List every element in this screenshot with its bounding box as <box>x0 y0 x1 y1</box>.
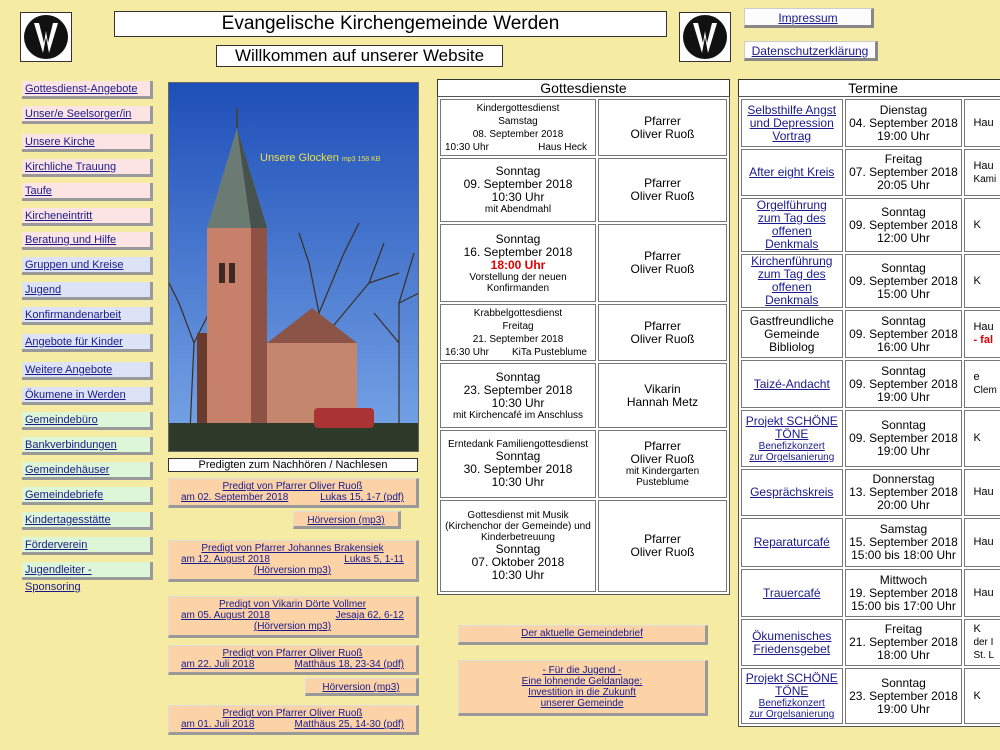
sidebar-item-17[interactable]: Gemeindebriefe <box>22 487 153 505</box>
pastor-name: Oliver Ruoß <box>630 452 695 466</box>
pastor-name: Oliver Ruoß <box>630 545 695 559</box>
datenschutz-link[interactable]: Datenschutzerklärung <box>744 41 878 61</box>
sidebar-item-6[interactable]: Kircheneintritt <box>22 208 153 226</box>
pastor-role: Pfarrer <box>644 532 681 546</box>
gottesdienste-heading: Gottesdienste <box>437 79 730 97</box>
termin-event: Gastfreundliche Gemeinde Bibliolog <box>749 313 834 354</box>
termin-place-cell <box>964 569 1000 617</box>
termin-event: Reparaturcafé <box>753 535 830 549</box>
pastor-role: Pfarrer <box>644 113 681 128</box>
pastor-name: Hannah Metz <box>626 394 699 409</box>
church-logo-left <box>20 12 72 62</box>
termin-place-alert: - fal <box>973 334 993 346</box>
termin-place-detail: Clem <box>973 385 997 396</box>
termin-event: Projekt SCHÖNE TÖNE <box>745 413 838 441</box>
termin-place-cell <box>964 469 1000 516</box>
termin-place: K <box>973 432 981 444</box>
termin-day: Sonntag <box>881 313 926 328</box>
termin-day: Dienstag <box>879 102 928 117</box>
termin-place: K <box>973 689 981 702</box>
termin-event: Taizé-Andacht <box>753 376 830 391</box>
service-day: Sonntag <box>495 542 541 556</box>
termin-place-detail: der I <box>973 637 994 648</box>
sidebar-item-16[interactable]: Gemeindehäuser <box>22 462 153 480</box>
sidebar-item-5[interactable]: Taufe <box>22 183 153 201</box>
sermon-link-4[interactable] <box>168 645 419 675</box>
termin-date-cell <box>845 569 963 617</box>
church-logo-icon <box>683 15 727 59</box>
termin-date: 09. September 2018 <box>849 326 958 341</box>
impressum-link[interactable]: Impressum <box>744 8 874 28</box>
sermon-title: Predigt von Pfarrer Oliver Ruoß <box>222 708 363 719</box>
church-logo-right <box>679 12 731 62</box>
termin-event-cell[interactable] <box>741 469 843 516</box>
termin-event: After eight Kreis <box>749 165 835 179</box>
jugend-line-1: - Für die Jugend - <box>542 665 622 676</box>
termin-place: Hau <box>973 321 994 333</box>
termin-date: 07. September 2018 <box>849 165 958 179</box>
sermon-ref: Lukas 5, 1-11 <box>344 554 404 565</box>
termin-time: 15:00 bis 17:00 Uhr <box>851 598 956 613</box>
termin-row <box>741 469 1000 516</box>
sermon-date: am 05. August 2018 <box>181 610 270 621</box>
service-row <box>440 99 727 156</box>
termin-time: 19:00 Uhr <box>877 389 930 404</box>
termin-time: 20:05 Uhr <box>877 178 930 192</box>
termin-time: 18:00 Uhr <box>877 648 930 662</box>
termin-place-cell <box>964 99 1000 147</box>
service-time: 16:30 Uhr <box>445 346 489 358</box>
termine-table <box>738 96 1000 727</box>
termin-day: Mittwoch <box>879 572 928 587</box>
termin-day: Sonntag <box>881 418 926 432</box>
service-place: KiTa Pusteblume <box>511 346 587 358</box>
pastor-role: Pfarrer <box>644 176 681 190</box>
termin-event: Ökumenisches Friedensgebet <box>752 628 832 656</box>
termin-event-cell[interactable] <box>741 254 843 308</box>
termin-place: K <box>973 274 981 287</box>
sermon-link-3[interactable] <box>168 596 419 638</box>
pastor-name: Oliver Ruoß <box>630 331 695 346</box>
pastor-role: Pfarrer <box>644 318 681 333</box>
termin-time: 19:00 Uhr <box>877 444 930 458</box>
service-day: Sonntag <box>495 449 541 463</box>
sermon-date: am 02. September 2018 <box>181 492 289 503</box>
sermons-heading: Predigten zum Nachhören / Nachlesen <box>168 458 418 472</box>
termin-event-cell[interactable] <box>741 360 843 408</box>
sermon-audio-4[interactable]: Hörversion (mp3) <box>305 678 419 696</box>
termin-day: Freitag <box>884 152 923 166</box>
sermon-audio: (Hörversion mp3) <box>253 565 332 576</box>
sermon-title: Predigt von Pfarrer Oliver Ruoß <box>222 648 363 659</box>
service-date: 07. Oktober 2018 <box>471 555 565 569</box>
termin-date: 23. September 2018 <box>849 688 958 703</box>
termin-date-cell <box>845 149 963 196</box>
termin-row <box>741 410 1000 467</box>
termin-date-cell <box>845 619 963 666</box>
termin-date-cell <box>845 198 963 252</box>
sidebar-item-3[interactable]: Unsere Kirche <box>22 134 153 152</box>
termin-row <box>741 569 1000 617</box>
termin-place: K <box>973 623 981 635</box>
service-title: Gottesdienst mit Musik (Kirchenchor der Gemeinde) und Kinderbetreuung <box>445 510 591 543</box>
termin-event-cell[interactable] <box>741 668 843 724</box>
termin-event-cell <box>741 310 843 358</box>
service-day: Sonntag <box>495 164 541 178</box>
termin-time: 16:00 Uhr <box>877 339 930 354</box>
termin-place-cell <box>964 668 1000 724</box>
sidebar-item-15[interactable]: Bankverbindungen <box>22 437 153 455</box>
jugend-investment-button[interactable] <box>458 660 708 716</box>
termin-place-cell <box>964 360 1000 408</box>
termin-date-cell <box>845 254 963 308</box>
service-row <box>440 363 727 428</box>
sidebar-item-9[interactable]: Jugend <box>22 282 153 300</box>
church-logo-icon <box>24 15 68 59</box>
pastor-name: Oliver Ruoß <box>630 262 695 276</box>
service-date: 23. September 2018 <box>463 382 573 397</box>
sermon-link-1[interactable] <box>168 478 419 508</box>
termin-place-cell <box>964 149 1000 196</box>
sermon-ref: Jesaja 62, 6-12 <box>335 610 404 621</box>
termin-event-cell[interactable] <box>741 518 843 567</box>
pastor-role: Pfarrer <box>644 249 681 263</box>
termin-time: 19:00 Uhr <box>877 701 930 716</box>
sermon-title: Predigt von Pfarrer Johannes Brakensiek <box>201 543 384 554</box>
termin-date: 13. September 2018 <box>849 485 958 499</box>
termin-date: 09. September 2018 <box>849 217 958 232</box>
jugend-line-4: unserer Gemeinde <box>540 698 624 709</box>
glocken-caption-size: mp3 158 KB <box>341 156 381 163</box>
service-date: 09. September 2018 <box>463 177 573 191</box>
sermon-title: Predigt von Vikarin Dörte Vollmer <box>218 599 367 610</box>
sermon-link-2[interactable] <box>168 540 419 582</box>
termin-place: Hau <box>973 536 994 548</box>
service-date: 21. September 2018 <box>472 333 564 345</box>
sermon-date: am 01. Juli 2018 <box>181 719 255 730</box>
pastor-name: Oliver Ruoß <box>630 126 695 141</box>
sermon-date: am 22. Juli 2018 <box>181 659 255 670</box>
service-row <box>440 304 727 361</box>
service-row <box>440 158 727 222</box>
termin-row <box>741 99 1000 147</box>
gottesdienste-table <box>437 96 730 595</box>
termin-event-note: Benefizkonzert <box>758 440 825 452</box>
service-title: Erntedank Familiengottesdienst <box>447 439 589 450</box>
service-row <box>440 224 727 302</box>
termin-place-cell <box>964 198 1000 252</box>
termin-date-cell <box>845 310 963 358</box>
termin-event-note: zur Orgelsanierung <box>749 709 835 720</box>
church-photo[interactable] <box>168 82 419 452</box>
termin-event: Gesprächskreis <box>750 485 834 499</box>
termin-event-note: zur Orgelsanierung <box>749 451 835 463</box>
termin-day: Sonntag <box>881 363 926 378</box>
termin-date-cell <box>845 668 963 724</box>
sidebar-item-19[interactable]: Förderverein <box>22 537 153 555</box>
termin-place: K <box>973 218 981 231</box>
sidebar-item-14[interactable]: Gemeindebüro <box>22 412 153 430</box>
jugend-line-2: Eine lohnende Geldanlage: <box>521 676 643 687</box>
termin-day: Sonntag <box>881 675 926 690</box>
termin-event-cell[interactable] <box>741 410 843 467</box>
sermon-link-5[interactable] <box>168 705 419 735</box>
termin-place: Hau <box>973 486 994 498</box>
termin-day: Samstag <box>879 522 928 536</box>
termin-date: 09. September 2018 <box>849 376 958 391</box>
termin-day: Sonntag <box>881 204 926 219</box>
termin-place: Hau <box>973 116 994 129</box>
service-note: mit Abendmahl <box>484 204 552 215</box>
termin-date-cell <box>845 410 963 467</box>
service-day: Sonntag <box>495 369 541 384</box>
termin-date-cell <box>845 99 963 147</box>
termin-row <box>741 619 1000 666</box>
termin-place-detail: Kami <box>973 173 997 185</box>
termin-day: Donnerstag <box>872 472 935 486</box>
termin-event-cell[interactable] <box>741 198 843 252</box>
termin-time: 15:00 Uhr <box>877 286 930 301</box>
sidebar-item-2[interactable]: Unser/e Seelsorger/in <box>22 106 153 124</box>
sidebar-item-20[interactable]: Jugendleiter - Sponsoring <box>22 562 153 580</box>
service-time: 10:30 Uhr <box>491 475 545 489</box>
sermon-ref: Matthäus 25, 14-30 (pdf) <box>294 719 404 730</box>
sermon-audio-1[interactable]: Hörversion (mp3) <box>293 511 401 529</box>
termin-place: Hau <box>973 159 994 172</box>
termin-date: 21. September 2018 <box>849 635 958 649</box>
service-date: 16. September 2018 <box>463 244 573 259</box>
pastor-note: mit Kindergarten Pusteblume <box>625 466 700 488</box>
service-time: 10:30 Uhr <box>491 568 545 582</box>
termin-date-cell <box>845 360 963 408</box>
termin-date: 04. September 2018 <box>849 115 958 130</box>
sidebar-item-18[interactable]: Kindertagesstätte <box>22 512 153 530</box>
termin-place-cell <box>964 410 1000 467</box>
pastor-role: Pfarrer <box>644 439 681 453</box>
service-day: Samstag <box>498 115 538 127</box>
page-title: Evangelische Kirchengemeinde Werden <box>114 11 667 37</box>
termin-time: 20:00 Uhr <box>877 498 930 512</box>
termin-time: 15:00 bis 18:00 Uhr <box>851 548 956 562</box>
sidebar-item-11[interactable]: Angebote für Kinder <box>22 334 153 352</box>
jugend-line-3: Investition in die Zukunft <box>528 687 636 698</box>
service-place: Haus Heck <box>538 141 587 153</box>
termin-place: Hau <box>973 586 994 599</box>
termine-table-wrap <box>738 96 1000 727</box>
termin-row <box>741 310 1000 358</box>
termin-event: Projekt SCHÖNE TÖNE <box>745 671 838 698</box>
sidebar-item-12[interactable]: Weitere Angebote <box>22 362 153 380</box>
sidebar-item-1[interactable]: Gottesdienst-Angebote <box>22 81 153 99</box>
service-time-changed: 18:00 Uhr <box>490 257 546 272</box>
termin-time: 12:00 Uhr <box>877 230 930 245</box>
sidebar-item-10[interactable]: Konfirmandenarbeit <box>22 307 153 325</box>
sermon-ref: Lukas 15, 1-7 (pdf) <box>320 492 404 503</box>
termin-row <box>741 149 1000 196</box>
glocken-audio-link[interactable] <box>260 152 380 164</box>
service-day: Sonntag <box>495 231 541 246</box>
sidebar-item-7[interactable]: Beratung und Hilfe <box>22 232 153 250</box>
termin-time: 19:00 Uhr <box>877 128 930 143</box>
termin-place-cell <box>964 254 1000 308</box>
termin-event: Orgelführung zum Tag des offenen Denkmals <box>756 198 827 251</box>
termin-day: Sonntag <box>881 260 926 275</box>
termin-event-note: Benefizkonzert <box>758 698 825 709</box>
sidebar-item-8[interactable]: Gruppen und Kreise <box>22 257 153 275</box>
service-day: Freitag <box>502 320 534 332</box>
termin-place-detail: St. L <box>973 650 995 661</box>
termin-event-cell[interactable] <box>741 99 843 147</box>
termin-event-cell[interactable] <box>741 149 843 196</box>
termin-date: 15. September 2018 <box>849 535 958 549</box>
service-note: Vorstellung der neuen Konfirmanden <box>469 271 567 294</box>
termin-place-cell <box>964 619 1000 666</box>
termin-event: Selbsthilfe Angst und Depression Vortrag <box>747 102 837 143</box>
termin-row <box>741 254 1000 308</box>
gemeindebrief-button[interactable]: Der aktuelle Gemeindebrief <box>458 625 708 645</box>
termin-place-cell <box>964 518 1000 567</box>
sermon-audio: (Hörversion mp3) <box>253 621 332 632</box>
sidebar-item-13[interactable]: Ökumene in Werden <box>22 387 153 405</box>
service-row <box>440 500 727 592</box>
sermon-title: Predigt von Pfarrer Oliver Ruoß <box>222 481 363 492</box>
glocken-caption: Unsere Glocken <box>260 152 339 164</box>
termin-row <box>741 668 1000 724</box>
sermon-ref: Matthäus 18, 23-34 (pdf) <box>294 659 404 670</box>
termin-event-cell[interactable] <box>741 569 843 617</box>
service-note: mit Kirchencafé im Anschluss <box>452 409 584 421</box>
termin-date-cell <box>845 469 963 516</box>
termin-date-cell <box>845 518 963 567</box>
termine-heading: Termine <box>738 79 1000 97</box>
service-time: 10:30 Uhr <box>491 190 545 204</box>
service-date: 08. September 2018 <box>472 128 564 140</box>
termin-date: 09. September 2018 <box>849 273 958 288</box>
pastor-name: Oliver Ruoß <box>630 189 695 203</box>
termin-day: Freitag <box>884 622 923 636</box>
termin-event: Kirchenführung zum Tag des offenen Denkmals <box>751 254 833 307</box>
termin-place: e <box>973 371 980 383</box>
termin-date: 19. September 2018 <box>849 585 958 600</box>
service-time: 10:30 Uhr <box>491 395 545 410</box>
termin-date: 09. September 2018 <box>849 431 958 445</box>
pastor-role: Vikarin <box>644 381 681 396</box>
service-title: Kindergottesdienst <box>476 102 560 114</box>
service-row <box>440 430 727 498</box>
sermon-date: am 12. August 2018 <box>181 554 270 565</box>
termin-row <box>741 198 1000 252</box>
termin-event: Trauercafé <box>762 585 821 600</box>
termin-event-cell[interactable] <box>741 619 843 666</box>
service-title: Krabbelgottesdienst <box>473 307 563 319</box>
termin-place-cell <box>964 310 1000 358</box>
sidebar-item-4[interactable]: Kirchliche Trauung <box>22 159 153 177</box>
termin-row <box>741 360 1000 408</box>
page-subtitle: Willkommen auf unserer Website <box>216 45 503 67</box>
termin-row <box>741 518 1000 567</box>
service-time: 10:30 Uhr <box>445 141 489 153</box>
service-date: 30. September 2018 <box>463 462 573 476</box>
